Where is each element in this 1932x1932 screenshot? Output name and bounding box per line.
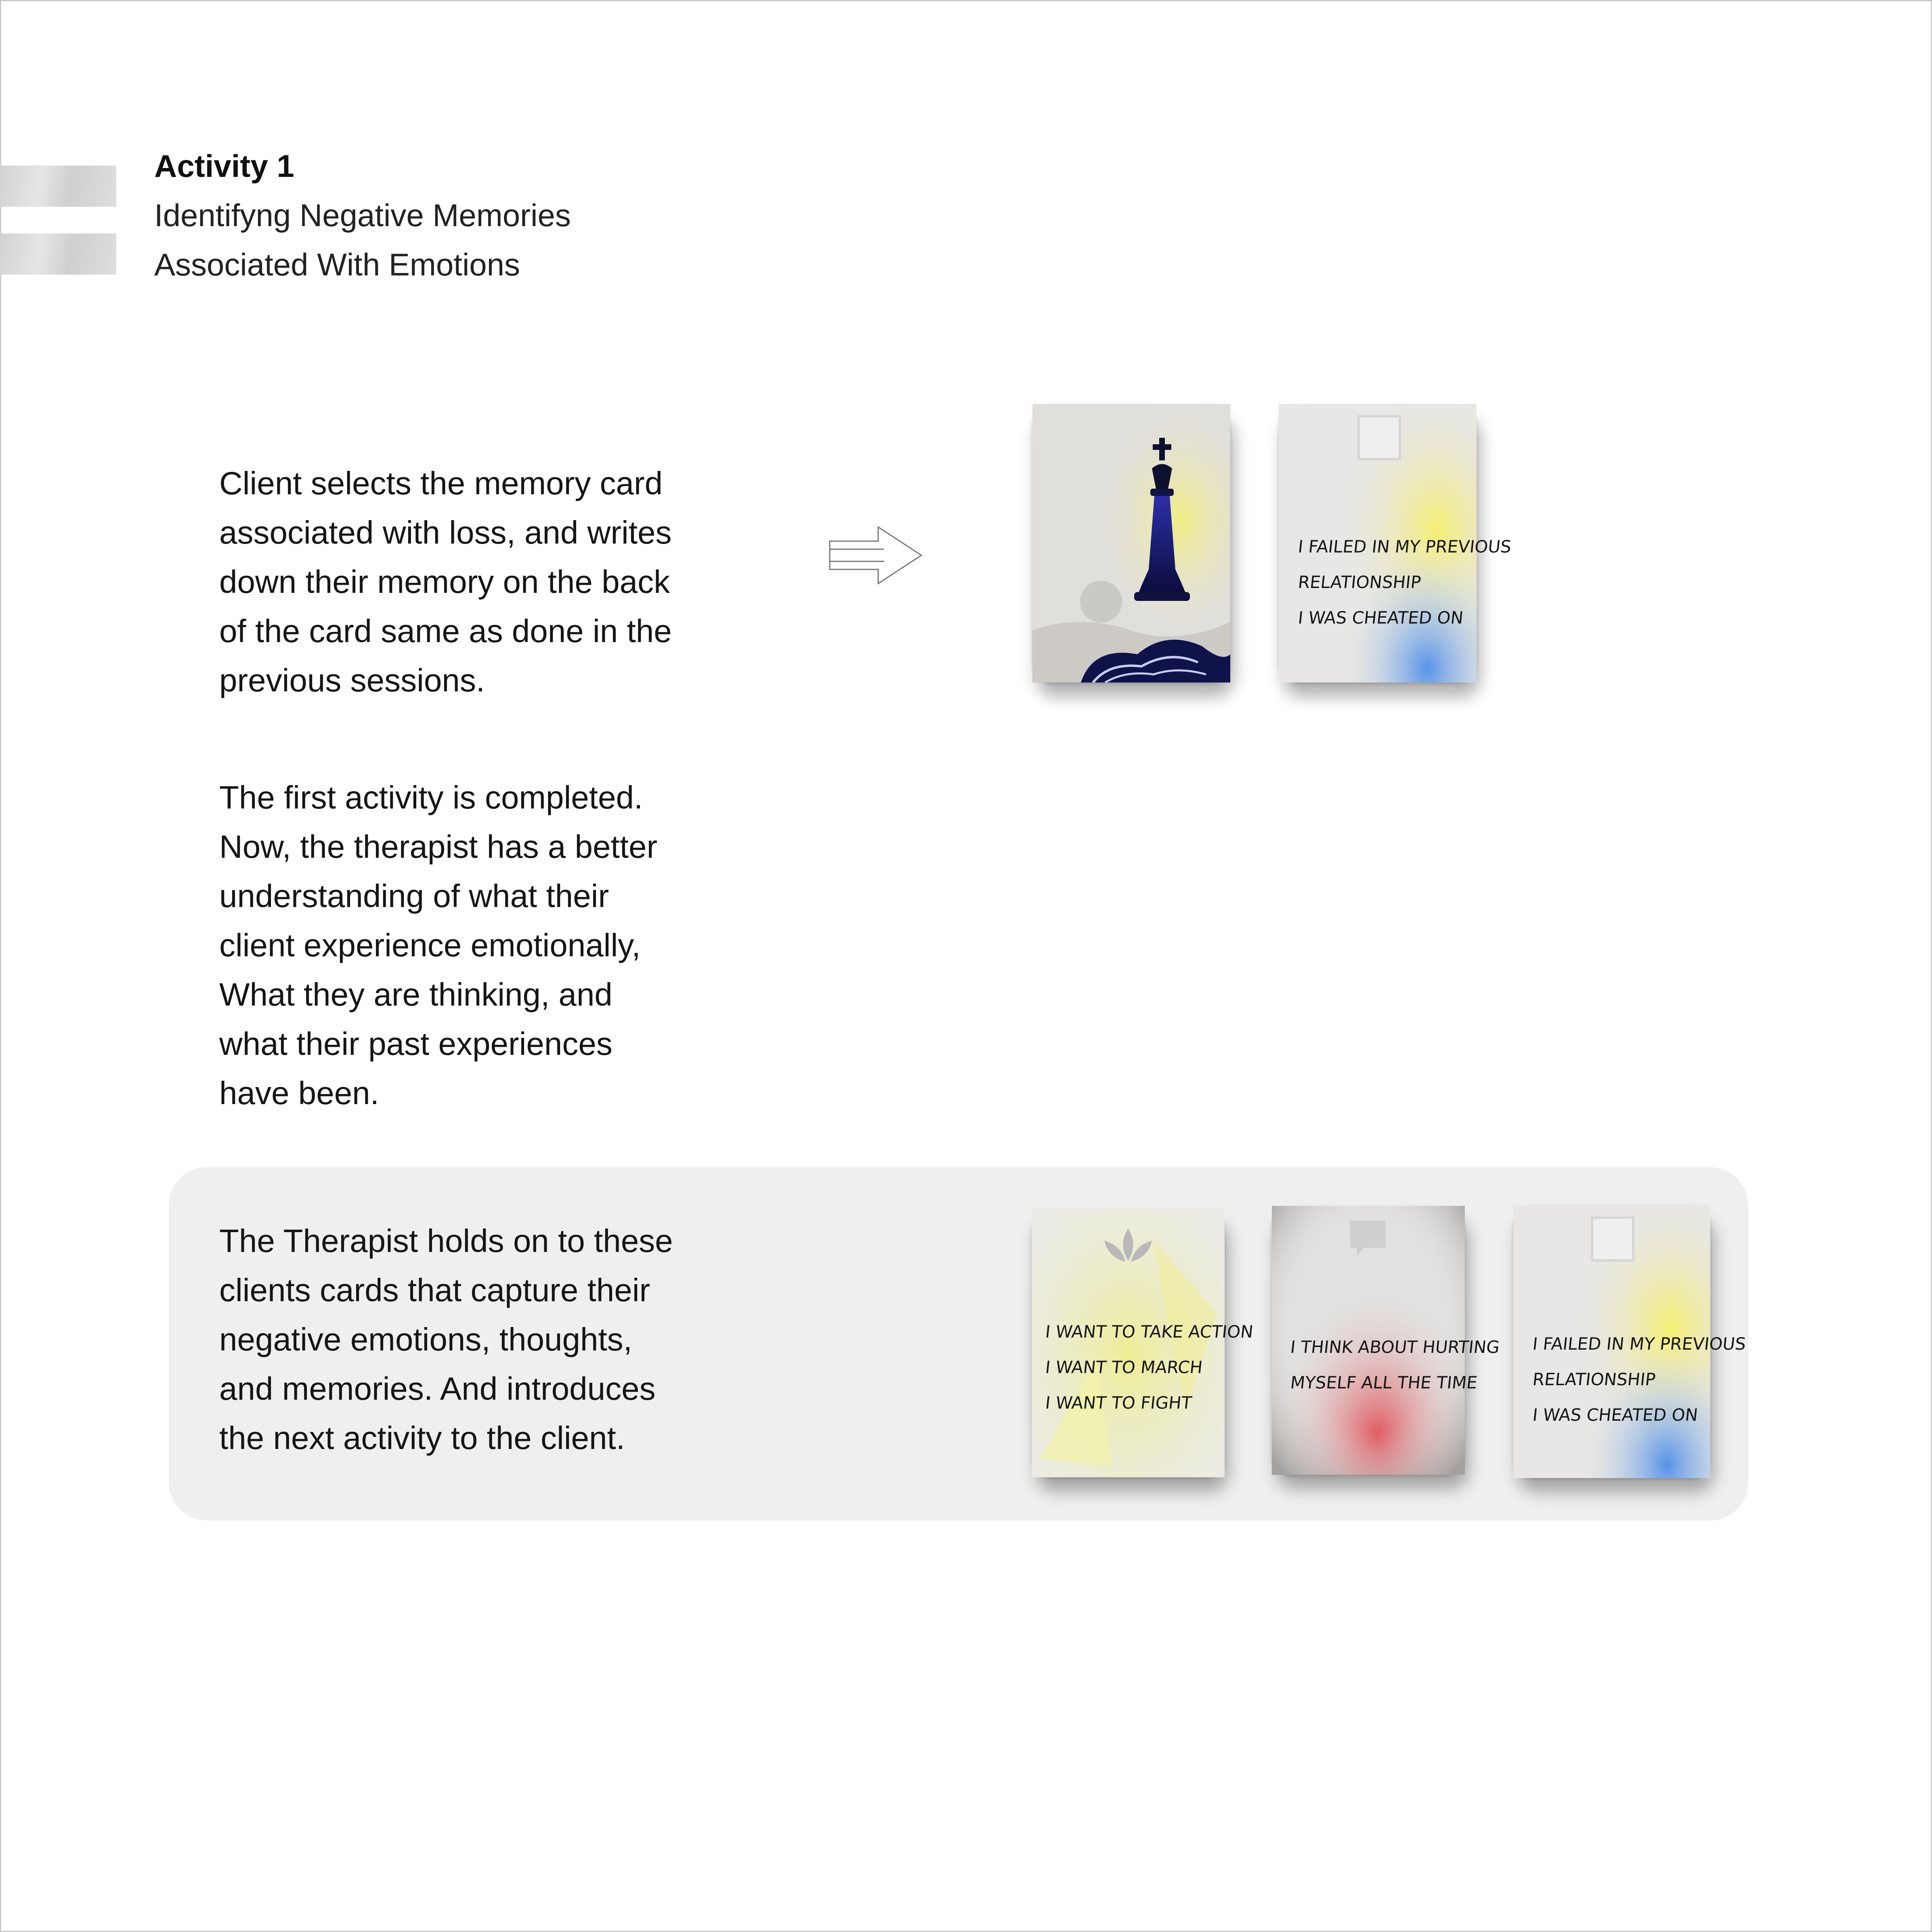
- memory-card-front[interactable]: [1032, 404, 1230, 682]
- decorative-bar-top: [0, 166, 116, 207]
- step2-line: understanding of what their: [219, 878, 609, 914]
- step3-description: [219, 1216, 744, 1463]
- thought-card-text: [1289, 1329, 1501, 1401]
- speech-bubble-icon: [1348, 1218, 1388, 1258]
- card-line: I WAS CHEATED ON: [1531, 1405, 1699, 1425]
- card-line: I WANT TO MARCH: [1044, 1357, 1204, 1377]
- step3-line: negative emotions, thoughts,: [219, 1321, 632, 1357]
- activity-title: Activity 1: [154, 148, 294, 184]
- step2-description: [219, 773, 744, 1118]
- step1-description: [219, 459, 744, 705]
- right-arrow-icon: [828, 525, 925, 590]
- card-line: RELATIONSHIP: [1531, 1369, 1657, 1389]
- memory-card-artwork: [1032, 404, 1230, 682]
- step1-line: down their memory on the back: [219, 564, 670, 600]
- action-card[interactable]: [1032, 1208, 1254, 1477]
- step2-line: The first activity is completed.: [219, 779, 643, 815]
- card-line: RELATIONSHIP: [1297, 572, 1422, 592]
- card-line: I FAILED IN MY PREVIOUS: [1531, 1334, 1747, 1354]
- memory-card-text: [1531, 1326, 1747, 1433]
- activity-subtitle-line2: Associated With Emotions: [154, 247, 520, 282]
- step1-line: Client selects the memory card: [219, 465, 663, 501]
- memory-card-back-text: [1297, 529, 1512, 636]
- action-card-text: [1044, 1314, 1254, 1421]
- card-line: MYSELF ALL THE TIME: [1289, 1373, 1479, 1392]
- step1-line: of the card same as done in the: [219, 613, 672, 649]
- activity-subtitle-line1: Identifyng Negative Memories: [154, 197, 571, 233]
- card-line: I WANT TO FIGHT: [1044, 1393, 1193, 1413]
- card-line: I WANT TO TAKE ACTION: [1044, 1322, 1254, 1342]
- step2-line: what their past experiences: [219, 1026, 613, 1062]
- step3-line: clients cards that capture their: [219, 1272, 650, 1308]
- step2-line: have been.: [219, 1075, 379, 1111]
- memory-card[interactable]: [1513, 1205, 1747, 1478]
- step3-line: the next activity to the client.: [219, 1420, 625, 1456]
- step2-line: client experience emotionally,: [219, 927, 641, 963]
- card-line: I WAS CHEATED ON: [1297, 608, 1464, 628]
- thought-card[interactable]: [1272, 1206, 1501, 1475]
- note-square-icon: [1357, 415, 1401, 460]
- card-line: I FAILED IN MY PREVIOUS: [1297, 537, 1512, 556]
- step1-line: previous sessions.: [219, 662, 485, 698]
- step3-line: and memories. And introduces: [219, 1371, 656, 1407]
- step3-line: The Therapist holds on to these: [219, 1223, 673, 1259]
- card-line: I THINK ABOUT HURTING: [1289, 1337, 1501, 1357]
- memory-card-back[interactable]: [1279, 404, 1512, 682]
- step2-line: What they are thinking, and: [219, 976, 613, 1012]
- step2-line: Now, the therapist has a better: [219, 829, 658, 865]
- decorative-bar-bottom: [0, 233, 116, 275]
- note-square-icon: [1591, 1216, 1634, 1262]
- step1-line: associated with loss, and writes: [219, 514, 672, 550]
- activity-header: [154, 141, 571, 289]
